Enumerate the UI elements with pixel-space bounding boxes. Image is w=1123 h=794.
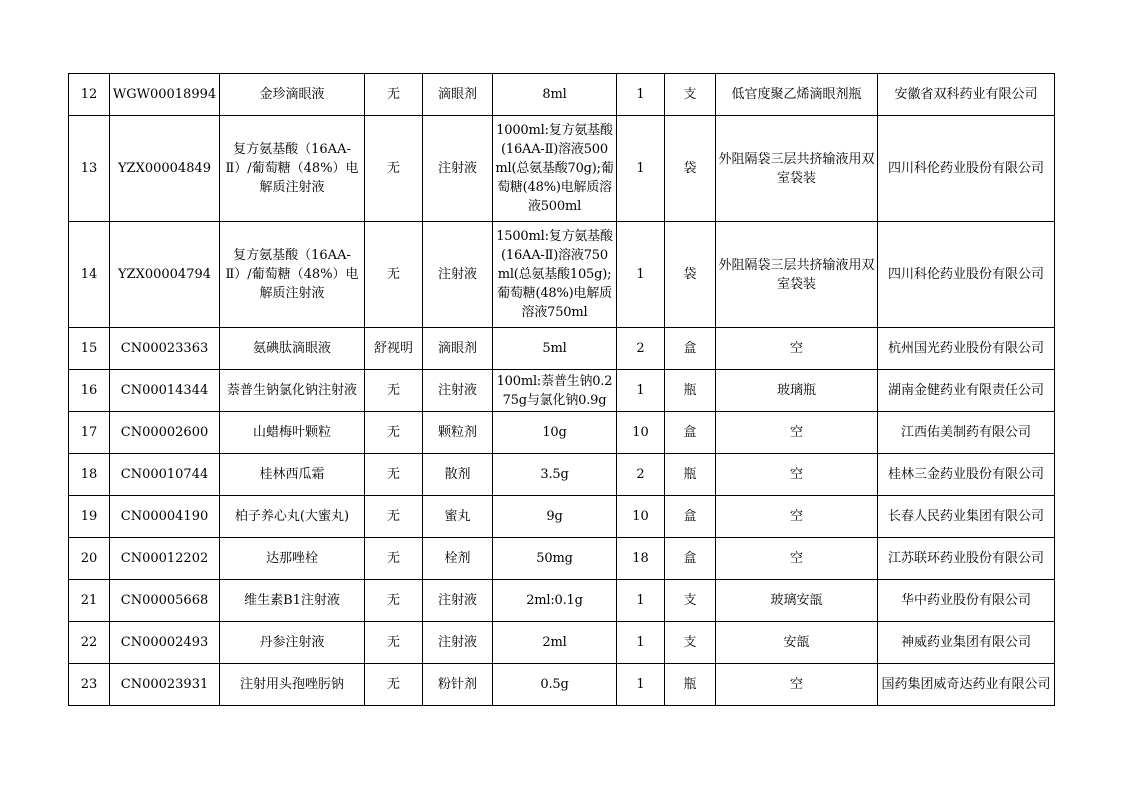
drug-table (68, 73, 1055, 706)
cell-dosage-form: 滴眼剂 (423, 74, 493, 116)
cell-specification: 2ml:0.1g (493, 580, 617, 622)
cell-unit: 袋 (665, 116, 716, 222)
cell-packaging-material: 玻璃瓶 (716, 370, 878, 412)
cell-manufacturer: 四川科伦药业股份有限公司 (878, 116, 1055, 222)
cell-row-number: 23 (69, 664, 110, 706)
cell-drug-name: 复方氨基酸（16AA-Ⅱ）/葡萄糖（48%）电解质注射液 (220, 116, 365, 222)
cell-row-number: 17 (69, 412, 110, 454)
cell-brand-name: 无 (365, 580, 423, 622)
cell-unit: 盒 (665, 412, 716, 454)
cell-row-number: 16 (69, 370, 110, 412)
table-row (69, 412, 1055, 454)
cell-quantity: 1 (617, 622, 665, 664)
cell-brand-name: 无 (365, 370, 423, 412)
cell-quantity: 2 (617, 328, 665, 370)
cell-specification: 2ml (493, 622, 617, 664)
cell-row-number: 22 (69, 622, 110, 664)
cell-brand-name: 无 (365, 222, 423, 328)
cell-manufacturer: 江西佑美制药有限公司 (878, 412, 1055, 454)
cell-packaging-material: 空 (716, 664, 878, 706)
cell-packaging-material: 空 (716, 538, 878, 580)
cell-dosage-form: 粉针剂 (423, 664, 493, 706)
cell-specification: 10g (493, 412, 617, 454)
table-row (69, 580, 1055, 622)
cell-drug-name: 注射用头孢唑肟钠 (220, 664, 365, 706)
cell-specification: 1500ml:复方氨基酸(16AA-Ⅱ)溶液750ml(总氨基酸105g);葡萄糖(48%)电解质溶液750ml (493, 222, 617, 328)
cell-manufacturer: 华中药业股份有限公司 (878, 580, 1055, 622)
cell-drug-name: 维生素B1注射液 (220, 580, 365, 622)
cell-quantity: 1 (617, 116, 665, 222)
cell-quantity: 1 (617, 74, 665, 116)
cell-packaging-material: 空 (716, 328, 878, 370)
cell-drug-code: YZX00004849 (110, 116, 220, 222)
table-row (69, 454, 1055, 496)
cell-brand-name: 无 (365, 412, 423, 454)
cell-unit: 支 (665, 622, 716, 664)
cell-dosage-form: 注射液 (423, 222, 493, 328)
cell-drug-code: YZX00004794 (110, 222, 220, 328)
cell-drug-code: CN00014344 (110, 370, 220, 412)
cell-specification: 0.5g (493, 664, 617, 706)
cell-manufacturer: 安徽省双科药业有限公司 (878, 74, 1055, 116)
table-row (69, 622, 1055, 664)
cell-brand-name: 无 (365, 454, 423, 496)
cell-manufacturer: 杭州国光药业股份有限公司 (878, 328, 1055, 370)
cell-drug-code: CN00002600 (110, 412, 220, 454)
cell-unit: 盒 (665, 496, 716, 538)
cell-drug-code: CN00004190 (110, 496, 220, 538)
cell-specification: 1000ml:复方氨基酸(16AA-Ⅱ)溶液500ml(总氨基酸70g);葡萄糖(48%)电解质溶液500ml (493, 116, 617, 222)
cell-row-number: 19 (69, 496, 110, 538)
cell-drug-name: 丹参注射液 (220, 622, 365, 664)
cell-dosage-form: 颗粒剂 (423, 412, 493, 454)
table-row (69, 74, 1055, 116)
cell-packaging-material: 外阻隔袋三层共挤输液用双室袋装 (716, 222, 878, 328)
cell-drug-name: 柏子养心丸(大蜜丸) (220, 496, 365, 538)
cell-brand-name: 无 (365, 664, 423, 706)
cell-unit: 盒 (665, 328, 716, 370)
cell-quantity: 1 (617, 370, 665, 412)
cell-drug-name: 山蜡梅叶颗粒 (220, 412, 365, 454)
cell-drug-code: CN00023931 (110, 664, 220, 706)
cell-row-number: 21 (69, 580, 110, 622)
cell-drug-code: CN00005668 (110, 580, 220, 622)
cell-packaging-material: 低官度聚乙烯滴眼剂瓶 (716, 74, 878, 116)
cell-dosage-form: 蜜丸 (423, 496, 493, 538)
cell-dosage-form: 栓剂 (423, 538, 493, 580)
cell-packaging-material: 空 (716, 454, 878, 496)
cell-drug-name: 萘普生钠氯化钠注射液 (220, 370, 365, 412)
cell-manufacturer: 江苏联环药业股份有限公司 (878, 538, 1055, 580)
cell-drug-code: WGW00018994 (110, 74, 220, 116)
table-row (69, 370, 1055, 412)
table-row (69, 116, 1055, 222)
cell-manufacturer: 神威药业集团有限公司 (878, 622, 1055, 664)
cell-unit: 盒 (665, 538, 716, 580)
cell-specification: 100ml:萘普生钠0.275g与氯化钠0.9g (493, 370, 617, 412)
cell-packaging-material: 空 (716, 412, 878, 454)
cell-packaging-material: 安瓿 (716, 622, 878, 664)
cell-quantity: 2 (617, 454, 665, 496)
cell-drug-code: CN00023363 (110, 328, 220, 370)
cell-unit: 支 (665, 74, 716, 116)
cell-unit: 支 (665, 580, 716, 622)
cell-dosage-form: 注射液 (423, 622, 493, 664)
cell-row-number: 18 (69, 454, 110, 496)
cell-quantity: 10 (617, 496, 665, 538)
cell-brand-name: 无 (365, 622, 423, 664)
cell-manufacturer: 国药集团威奇达药业有限公司 (878, 664, 1055, 706)
cell-brand-name: 无 (365, 538, 423, 580)
cell-quantity: 1 (617, 664, 665, 706)
cell-row-number: 20 (69, 538, 110, 580)
cell-row-number: 12 (69, 74, 110, 116)
cell-specification: 5ml (493, 328, 617, 370)
cell-unit: 瓶 (665, 370, 716, 412)
cell-quantity: 1 (617, 222, 665, 328)
cell-drug-name: 氨碘肽滴眼液 (220, 328, 365, 370)
cell-drug-code: CN00002493 (110, 622, 220, 664)
cell-specification: 9g (493, 496, 617, 538)
cell-specification: 3.5g (493, 454, 617, 496)
cell-row-number: 14 (69, 222, 110, 328)
cell-drug-name: 复方氨基酸（16AA-Ⅱ）/葡萄糖（48%）电解质注射液 (220, 222, 365, 328)
table-row (69, 664, 1055, 706)
cell-drug-code: CN00012202 (110, 538, 220, 580)
cell-quantity: 18 (617, 538, 665, 580)
cell-dosage-form: 滴眼剂 (423, 328, 493, 370)
cell-brand-name: 舒视明 (365, 328, 423, 370)
cell-drug-name: 金珍滴眼液 (220, 74, 365, 116)
table-body (69, 74, 1055, 706)
table-row (69, 328, 1055, 370)
cell-quantity: 1 (617, 580, 665, 622)
cell-packaging-material: 外阻隔袋三层共挤输液用双室袋装 (716, 116, 878, 222)
cell-specification: 50mg (493, 538, 617, 580)
cell-specification: 8ml (493, 74, 617, 116)
table-row (69, 496, 1055, 538)
cell-drug-code: CN00010744 (110, 454, 220, 496)
cell-unit: 袋 (665, 222, 716, 328)
cell-manufacturer: 湖南金健药业有限责任公司 (878, 370, 1055, 412)
cell-manufacturer: 桂林三金药业股份有限公司 (878, 454, 1055, 496)
table-row (69, 222, 1055, 328)
cell-unit: 瓶 (665, 454, 716, 496)
cell-brand-name: 无 (365, 74, 423, 116)
table-row (69, 538, 1055, 580)
cell-packaging-material: 空 (716, 496, 878, 538)
cell-manufacturer: 长春人民药业集团有限公司 (878, 496, 1055, 538)
cell-brand-name: 无 (365, 496, 423, 538)
cell-manufacturer: 四川科伦药业股份有限公司 (878, 222, 1055, 328)
cell-packaging-material: 玻璃安瓿 (716, 580, 878, 622)
cell-brand-name: 无 (365, 116, 423, 222)
cell-drug-name: 达那唑栓 (220, 538, 365, 580)
cell-drug-name: 桂林西瓜霜 (220, 454, 365, 496)
cell-dosage-form: 散剂 (423, 454, 493, 496)
cell-dosage-form: 注射液 (423, 580, 493, 622)
cell-unit: 瓶 (665, 664, 716, 706)
cell-quantity: 10 (617, 412, 665, 454)
cell-row-number: 13 (69, 116, 110, 222)
cell-dosage-form: 注射液 (423, 370, 493, 412)
cell-row-number: 15 (69, 328, 110, 370)
cell-dosage-form: 注射液 (423, 116, 493, 222)
